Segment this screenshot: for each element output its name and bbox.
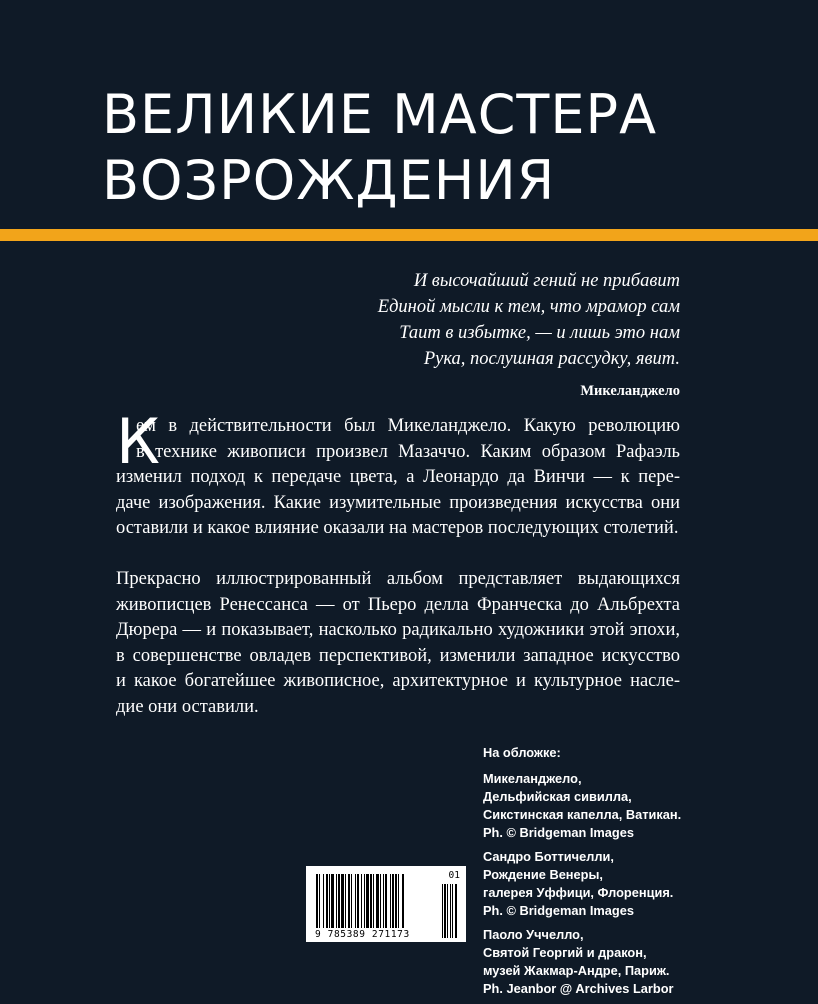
text-line: в технике живописи произвел Мазаччо. Каким образом Рафаэль	[136, 441, 680, 462]
epigraph-line: Рука, послушная рассудку, явит.	[423, 349, 680, 369]
text-line: Прекрасно иллюстрированный альбом представляет выдающихся	[116, 568, 680, 589]
title-line-2: ВОЗРОЖДЕНИЯ	[102, 149, 556, 212]
orange-stripe	[0, 229, 818, 241]
text-line: ем в действительности был Микеланджело. Какую революцию	[136, 416, 680, 436]
epigraph-author: Микеланджело	[580, 383, 680, 399]
text-line: в совершенстве овладев перспективой, изменили западное искусство	[116, 645, 680, 666]
credit-line: Сандро Боттичелли,	[483, 849, 614, 864]
credit-line: музей Жакмар-Андре, Париж.	[483, 963, 670, 978]
credit-line: Рождение Венеры,	[483, 867, 603, 882]
title-line-1: ВЕЛИКИЕ МАСТЕРА	[102, 83, 658, 146]
text-line: Дюрера — и показывает, насколько радикально художники этой эпохи,	[116, 620, 680, 641]
credit-line: Святой Георгий и дракон,	[483, 945, 647, 960]
credit-line: Ph. Jeanbor @ Archives Larbor	[483, 981, 674, 996]
text-line: и какое богатейшее живописное, архитектурное и культурное насле-	[116, 671, 680, 692]
description	[116, 405, 680, 721]
text-line: даче изображения. Какие изумительные произведения искусства они	[116, 492, 680, 513]
credit-line: галерея Уффици, Флоренция.	[483, 885, 674, 900]
credit-group	[483, 926, 703, 998]
epigraph	[260, 268, 680, 404]
credit-group	[483, 848, 703, 920]
credit-line: Микеланджело,	[483, 771, 582, 786]
text-line: живописцев Ренессанса — от Пьеро делла Франческа до Альбрехта	[116, 594, 680, 615]
cover-credits	[483, 744, 703, 1004]
paragraph-1	[116, 405, 680, 542]
epigraph-line: Таит в избытке, — и лишь это нам	[399, 323, 680, 343]
barcode	[306, 866, 466, 942]
credit-line: Ph. © Bridgeman Images	[483, 903, 634, 918]
credit-line: Паоло Уччелло,	[483, 927, 584, 942]
barcode-number: 9 785389 271173	[315, 929, 410, 940]
epigraph-line: И высочайший гений не прибавит	[413, 271, 680, 291]
text-line: дие они оставили.	[116, 696, 259, 717]
credit-line: Ph. © Bridgeman Images	[483, 825, 634, 840]
credits-heading: На обложке:	[483, 745, 561, 760]
epigraph-line: Единой мысли к тем, что мрамор сам	[377, 297, 680, 317]
credit-group	[483, 770, 703, 842]
paragraph-2	[116, 567, 680, 721]
book-title	[102, 82, 742, 214]
barcode-addon: 01	[448, 870, 460, 881]
credit-line: Дельфийская сивилла,	[483, 789, 632, 804]
drop-cap: К	[116, 405, 161, 478]
text-line: изменил подход к передаче цвета, а Леонардо да Винчи — к пере-	[116, 467, 680, 488]
credit-line: Сикстинская капелла, Ватикан.	[483, 807, 682, 822]
text-line: оставили и какое влияние оказали на мастеров последующих столетий.	[116, 518, 679, 539]
